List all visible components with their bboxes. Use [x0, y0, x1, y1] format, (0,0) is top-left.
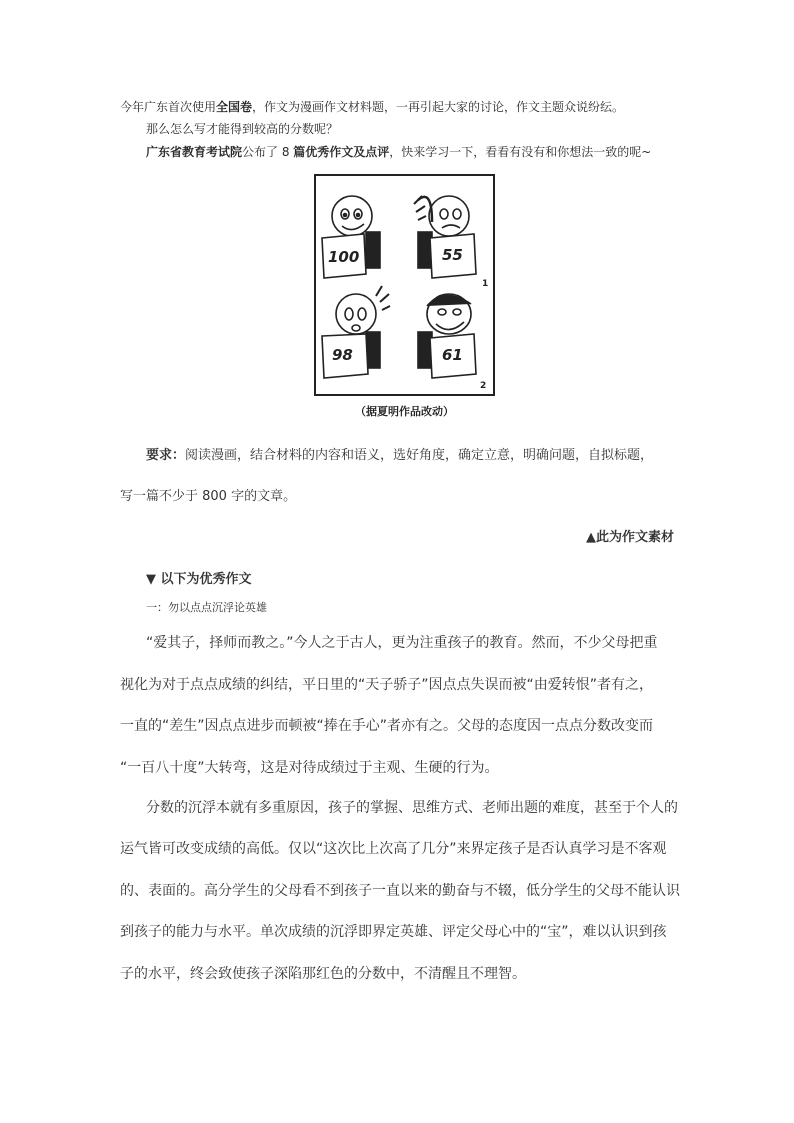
intro-bold-text: 全国卷	[216, 100, 253, 114]
intro-text: ，作文为漫画作文材料题，一再引起大家的讨论，作文主题众说纷纭。	[252, 100, 625, 114]
intro-line-3	[146, 143, 651, 160]
cartoon-image	[314, 174, 495, 422]
intro-text: 今年广东首次使用	[120, 100, 217, 114]
intro-text: ，快来学习一下，看看有没有和你想法一致的呢~	[389, 145, 652, 159]
essay-line: 的、表面的。高分学生的父母看不到孩子一直以来的勤奋与不辍，低分学生的父母不能认识	[120, 883, 680, 899]
essay-line: “爱其子，择师而教之。”今人之于古人，更为注重孩子的教育。然而，不少父母把重	[146, 635, 658, 651]
section-heading: ▼ 以下为优秀作文	[146, 572, 252, 587]
essay-line: 子的水平，终会致使孩子深陷那红色的分数中，不清醒且不理智。	[120, 966, 526, 982]
intro-line-1	[120, 98, 624, 115]
intro-line-2: 那么怎么写才能得到较高的分数呢？	[146, 122, 339, 136]
requirement-text: 阅读漫画，结合材料的内容和语义，选好角度，确定立意，明确问题，自拟标题，	[185, 448, 654, 463]
score-100: 100	[328, 248, 360, 266]
cartoon-drawing	[314, 174, 495, 396]
intro-text: 公布了 8	[242, 145, 294, 159]
panel-number-2: 2	[480, 381, 487, 391]
requirement-label: 要求：	[146, 448, 186, 463]
score-55: 55	[442, 246, 463, 264]
essay-line: 分数的沉浮本就有多重原因，孩子的掌握、思维方式、老师出题的难度，甚至于个人的	[146, 800, 678, 816]
panel-number-1: 1	[482, 279, 489, 289]
intro-bold-text: 广东省教育考试院	[146, 145, 243, 159]
score-98: 98	[332, 346, 353, 364]
essay-line: 视化为对于点点成绩的纠结，平日里的“天子骄子”因点点失误而被“由爱转恨”者有之，	[120, 677, 654, 693]
requirement-line-1	[146, 444, 676, 463]
essay-line: 运气皆可改变成绩的高低。仅以“这次比上次高了几分”来界定孩子是否认真学习是不客观	[120, 841, 667, 857]
essay-subtitle: 一：勿以点点沉浮论英雄	[146, 601, 267, 614]
material-note: ▲此为作文素材	[586, 530, 674, 545]
score-61: 61	[442, 346, 463, 364]
essay-line: 到孩子的能力与水平。单次成绩的沉浮即界定英雄、评定父母心中的“宝”，难以认识到孩	[120, 924, 667, 940]
essay-line: “一百八十度”大转弯，这是对待成绩过于主观、生硬的行为。	[120, 760, 499, 776]
cartoon-caption: （据夏明作品改动）	[355, 405, 454, 418]
essay-line: 一直的“差生”因点点进步而顿被“捧在手心”者亦有之。父母的态度因一点点分数改变而	[120, 718, 654, 734]
intro-bold-text: 篇优秀作文及点评	[293, 145, 390, 159]
requirement-line-2: 写一篇不少于 800 字的文章。	[120, 489, 297, 504]
